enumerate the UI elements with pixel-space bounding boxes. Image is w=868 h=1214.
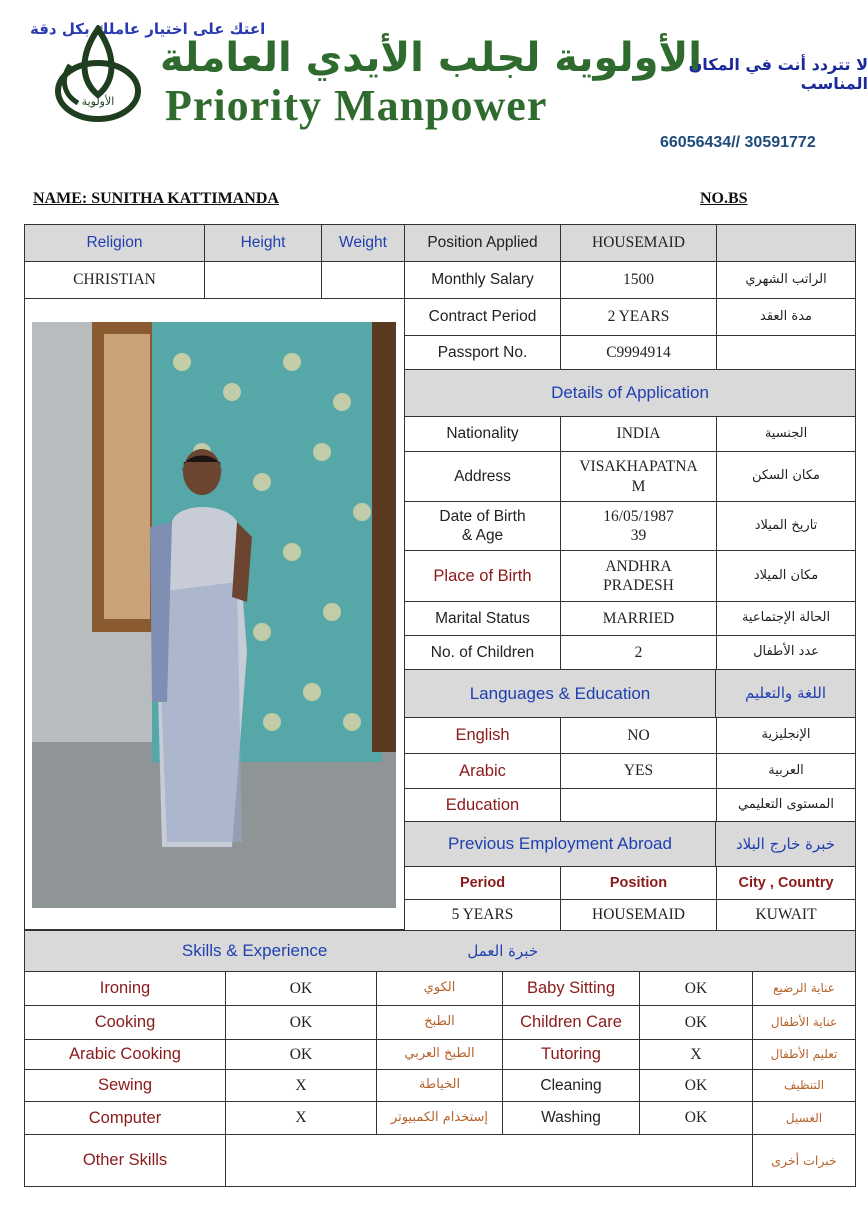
english-arabic: الإنجليزية — [716, 717, 856, 754]
skill-baby-sitting-arabic: عناية الرضيع — [752, 971, 856, 1006]
skill-computer-arabic: إستخدام الكمبيوتر — [376, 1101, 503, 1135]
header-slogan-right: لا تتردد أنت في المكان المناسب — [688, 55, 868, 93]
skill-sewing-label: Sewing — [24, 1069, 226, 1102]
date-of-birth-arabic: تاريخ الميلاد — [716, 501, 856, 551]
english-label: English — [404, 717, 561, 754]
nationality-arabic: الجنسية — [716, 416, 856, 452]
letterhead — [0, 0, 868, 180]
children-value: 2 — [560, 635, 717, 670]
skill-tutoring-value: X — [639, 1039, 753, 1070]
passport-label: Passport No. — [404, 335, 561, 370]
skill-sewing-arabic: الخياطة — [376, 1069, 503, 1102]
header-blank-cell — [716, 224, 856, 262]
skill-cleaning-label: Cleaning — [502, 1069, 640, 1102]
children-label: No. of Children — [404, 635, 561, 670]
place-of-birth-label: Place of Birth — [404, 550, 561, 602]
employment-position-value: HOUSEMAID — [560, 899, 717, 931]
education-arabic: المستوى التعليمي — [716, 788, 856, 822]
skill-washing-label: Washing — [502, 1101, 640, 1135]
languages-education-header: Languages & Education — [404, 669, 716, 718]
weight-value — [321, 261, 405, 299]
nationality-value: INDIA — [560, 416, 717, 452]
other-skills-arabic: خبرات أخرى — [752, 1134, 856, 1187]
marital-status-label: Marital Status — [404, 601, 561, 636]
candidate-photo — [32, 322, 396, 908]
skill-cooking-label: Cooking — [24, 1005, 226, 1040]
contract-period-arabic: مدة العقد — [716, 298, 856, 336]
skill-baby-sitting-label: Baby Sitting — [502, 971, 640, 1006]
skill-computer-label: Computer — [24, 1101, 226, 1135]
monthly-salary-label: Monthly Salary — [404, 261, 561, 299]
skill-washing-value: OK — [639, 1101, 753, 1135]
religion-header: Religion — [24, 224, 205, 262]
address-arabic: مكان السكن — [716, 451, 856, 502]
weight-header: Weight — [321, 224, 405, 262]
education-value — [560, 788, 717, 822]
skill-cleaning-value: OK — [639, 1069, 753, 1102]
skill-children-care-label: Children Care — [502, 1005, 640, 1040]
skill-baby-sitting-value: OK — [639, 971, 753, 1006]
english-value: NO — [560, 717, 717, 754]
contract-period-value: 2 YEARS — [560, 298, 717, 336]
place-of-birth-arabic: مكان الميلاد — [716, 550, 856, 602]
skill-cooking-arabic: الطبخ — [376, 1005, 503, 1040]
skill-ironing-value: OK — [225, 971, 377, 1006]
languages-education-header-arabic: اللغة والتعليم — [715, 669, 856, 718]
skill-children-care-value: OK — [639, 1005, 753, 1040]
arabic-label: Arabic — [404, 753, 561, 789]
skill-washing-arabic: الغسيل — [752, 1101, 856, 1135]
employment-period-value: 5 YEARS — [404, 899, 561, 931]
marital-status-arabic: الحالة الإجتماعية — [716, 601, 856, 636]
skills-experience-header — [24, 930, 856, 972]
monthly-salary-value: 1500 — [560, 261, 717, 299]
skill-computer-value: X — [225, 1101, 377, 1135]
skill-arabic-cooking-value: OK — [225, 1039, 377, 1070]
skill-tutoring-label: Tutoring — [502, 1039, 640, 1070]
brand-name-english: Priority Manpower — [165, 81, 548, 130]
skill-sewing-value: X — [225, 1069, 377, 1102]
skills-experience-title: Skills & Experience — [181, 941, 328, 961]
passport-value: C9994914 — [560, 335, 717, 370]
phone-numbers: 66056434// 30591772 — [660, 134, 816, 151]
height-value — [204, 261, 322, 299]
address-value: VISAKHAPATNA M — [560, 451, 717, 502]
arabic-value: YES — [560, 753, 717, 789]
passport-arabic — [716, 335, 856, 370]
date-of-birth-label: Date of Birth & Age — [404, 501, 561, 551]
other-skills-value — [225, 1134, 753, 1187]
position-header: Position — [560, 866, 717, 900]
position-applied-value: HOUSEMAID — [560, 224, 717, 262]
date-of-birth-value: 16/05/1987 39 — [560, 501, 717, 551]
skill-ironing-arabic: الكوي — [376, 971, 503, 1006]
brand-name-arabic: الأولوية لجلب الأيدي العاملة — [160, 35, 702, 81]
reference-number: NO.BS — [700, 190, 748, 207]
education-label: Education — [404, 788, 561, 822]
logo-emblem-text: الأولوية — [81, 95, 115, 108]
previous-employment-header-arabic: خبرة خارج البلاد — [715, 821, 856, 867]
arabic-arabic: العربية — [716, 753, 856, 789]
period-header: Period — [404, 866, 561, 900]
place-of-birth-value: ANDHRA PRADESH — [560, 550, 717, 602]
city-country-header: City , Country — [716, 866, 856, 900]
marital-status-value: MARRIED — [560, 601, 717, 636]
skills-experience-title-arabic: خبرة العمل — [467, 941, 539, 960]
contract-period-label: Contract Period — [404, 298, 561, 336]
height-header: Height — [204, 224, 322, 262]
candidate-name: NAME: SUNITHA KATTIMANDA — [33, 190, 279, 207]
monthly-salary-arabic: الراتب الشهري — [716, 261, 856, 299]
children-arabic: عدد الأطفال — [716, 635, 856, 670]
address-label: Address — [404, 451, 561, 502]
skill-cleaning-arabic: التنظيف — [752, 1069, 856, 1102]
skill-tutoring-arabic: تعليم الأطفال — [752, 1039, 856, 1070]
employment-location-value: KUWAIT — [716, 899, 856, 931]
other-skills-label: Other Skills — [24, 1134, 226, 1187]
details-of-application-header: Details of Application — [404, 369, 856, 417]
company-logo-icon — [50, 25, 146, 125]
header-slogan-left: اعتك على اختيار عاملك بكل دقة — [30, 20, 266, 38]
previous-employment-header: Previous Employment Abroad — [404, 821, 716, 867]
skill-arabic-cooking-arabic: الطبخ العربي — [376, 1039, 503, 1070]
skill-cooking-value: OK — [225, 1005, 377, 1040]
skill-arabic-cooking-label: Arabic Cooking — [24, 1039, 226, 1070]
nationality-label: Nationality — [404, 416, 561, 452]
skill-ironing-label: Ironing — [24, 971, 226, 1006]
religion-value: CHRISTIAN — [24, 261, 205, 299]
position-applied-label: Position Applied — [404, 224, 561, 262]
skill-children-care-arabic: عناية الأطفال — [752, 1005, 856, 1040]
